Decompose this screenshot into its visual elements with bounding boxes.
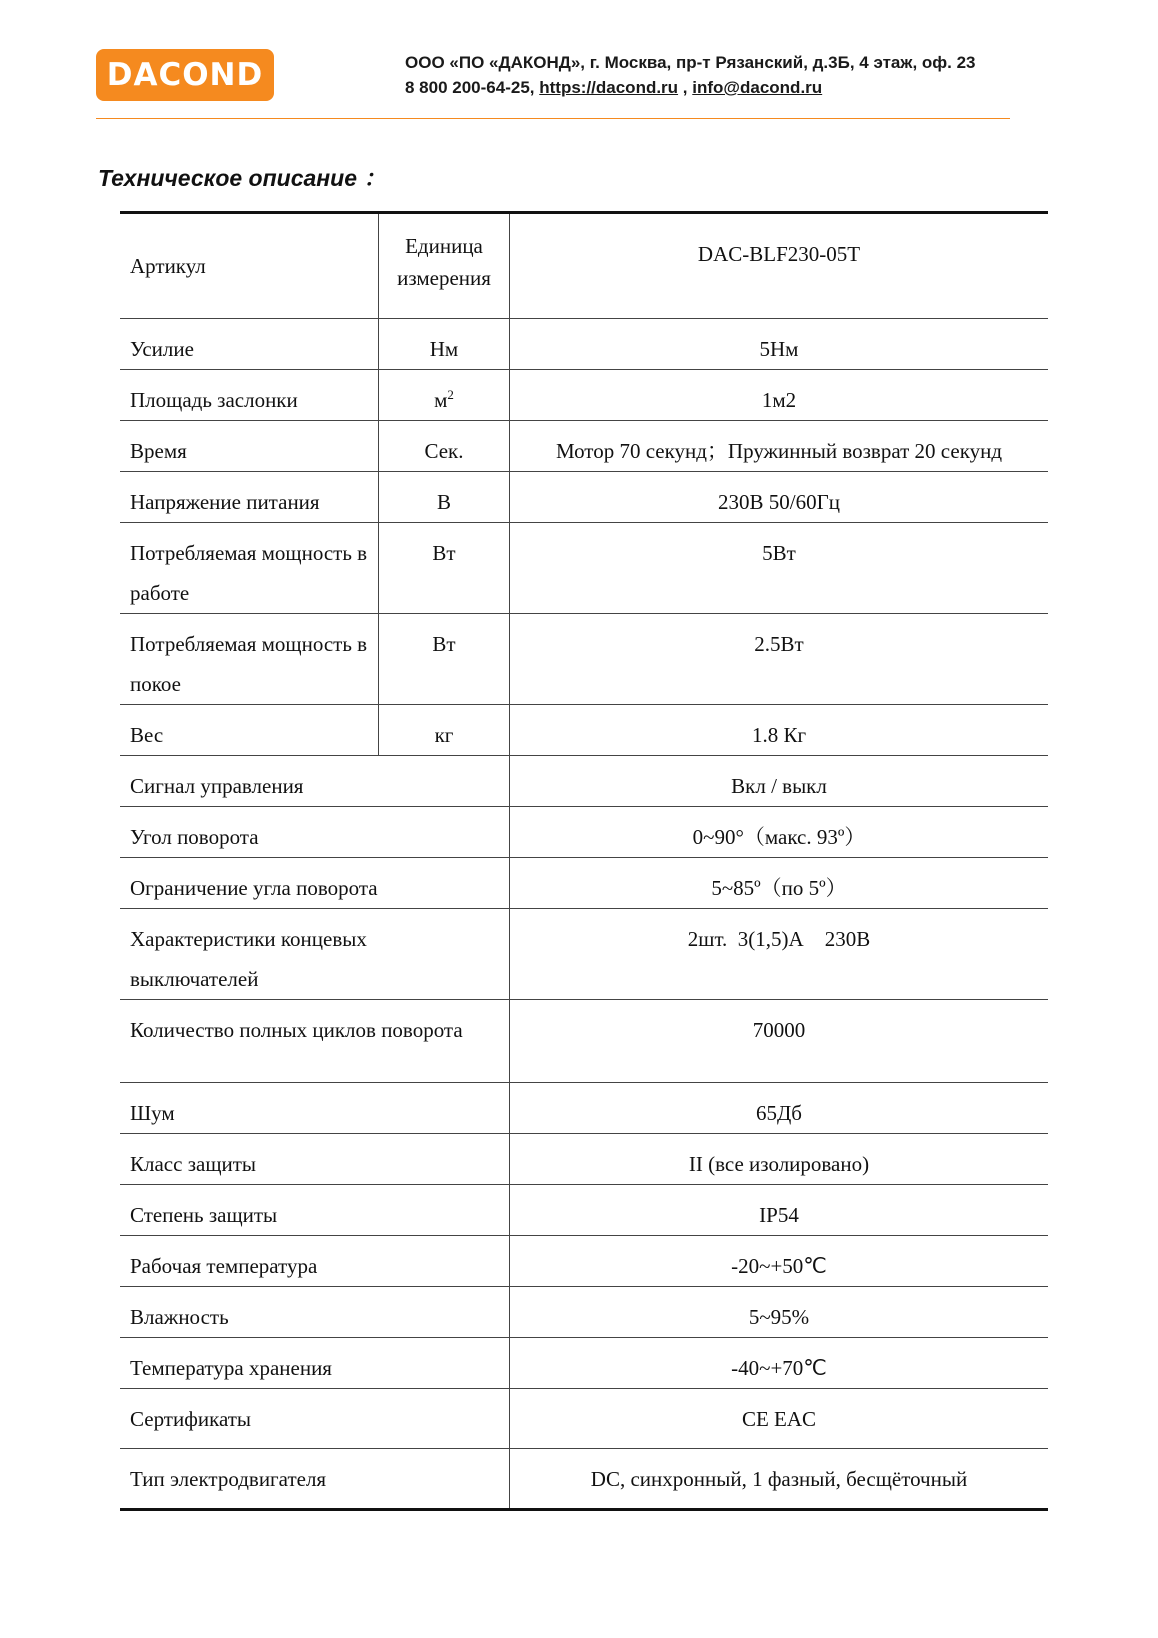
value-cell: 5~95% xyxy=(510,1287,1049,1338)
value-cell: 230В 50/60Гц xyxy=(510,472,1049,523)
table-row xyxy=(120,807,1048,858)
header-param-cell: Артикул xyxy=(120,213,379,319)
table-row xyxy=(120,1449,1048,1510)
contact-separator: , xyxy=(682,78,688,97)
value-cell: -20~+50℃ xyxy=(510,1236,1049,1287)
value-cell: 0~90°（макс. 93º） xyxy=(510,807,1049,858)
header-value-cell: DAC-BLF230-05T xyxy=(510,213,1049,319)
value-cell: 2шт. 3(1,5)А 230В xyxy=(510,909,1049,1000)
value-cell: 2.5Вт xyxy=(510,614,1049,705)
unit-header-line1: Единица xyxy=(405,234,483,258)
value-cell: 1м2 xyxy=(510,370,1049,421)
value-cell: 5~85º（по 5º） xyxy=(510,858,1049,909)
phone-number: 8 800 200-64-25, xyxy=(405,78,535,97)
param-cell: Влажность xyxy=(120,1287,510,1338)
table-row xyxy=(120,472,1048,523)
value-cell: 5Нм xyxy=(510,319,1049,370)
table-row xyxy=(120,756,1048,807)
value-cell: CE EAC xyxy=(510,1389,1049,1449)
param-cell: Потребляемая мощность в работе xyxy=(120,523,379,614)
param-cell: Потребляемая мощность в покое xyxy=(120,614,379,705)
param-cell: Сертификаты xyxy=(120,1389,510,1449)
unit-cell: кг xyxy=(379,705,510,756)
param-cell: Ограничение угла поворота xyxy=(120,858,510,909)
param-cell: Степень защиты xyxy=(120,1185,510,1236)
header-divider xyxy=(96,118,1010,119)
table-header-row xyxy=(120,213,1048,319)
table-row xyxy=(120,1236,1048,1287)
value-cell: 70000 xyxy=(510,1000,1049,1083)
email-link[interactable]: info@dacond.ru xyxy=(692,78,823,97)
param-cell: Время xyxy=(120,421,379,472)
value-cell: II (все изолировано) xyxy=(510,1134,1049,1185)
table-row xyxy=(120,523,1048,614)
company-address: ООО «ПО «ДАКОНД», г. Москва, пр-т Рязанский, д.3Б, 4 этаж, оф. 23 xyxy=(405,53,976,72)
spec-table xyxy=(120,211,1048,1511)
param-cell: Сигнал управления xyxy=(120,756,510,807)
table-row xyxy=(120,319,1048,370)
unit-header-line2: измерения xyxy=(397,266,491,290)
header-unit-cell xyxy=(379,213,510,319)
param-cell: Шум xyxy=(120,1083,510,1134)
value-cell: 65Дб xyxy=(510,1083,1049,1134)
param-cell: Рабочая температура xyxy=(120,1236,510,1287)
param-cell: Угол поворота xyxy=(120,807,510,858)
value-cell: Мотор 70 секунд；Пружинный возврат 20 секунд xyxy=(510,421,1049,472)
param-cell: Класс защиты xyxy=(120,1134,510,1185)
table-row xyxy=(120,1083,1048,1134)
param-cell: Температура хранения xyxy=(120,1338,510,1389)
company-header xyxy=(405,50,976,100)
unit-cell: Вт xyxy=(379,614,510,705)
table-row xyxy=(120,1389,1048,1449)
table-row xyxy=(120,858,1048,909)
unit-superscript: 2 xyxy=(447,387,454,402)
table-row xyxy=(120,1287,1048,1338)
website-link[interactable]: https://dacond.ru xyxy=(539,78,679,97)
table-row xyxy=(120,421,1048,472)
contact-line xyxy=(405,75,976,100)
unit-text: м xyxy=(434,388,448,412)
table-row xyxy=(120,705,1048,756)
table-row xyxy=(120,370,1048,421)
table-row xyxy=(120,1185,1048,1236)
unit-cell xyxy=(379,370,510,421)
param-cell: Напряжение питания xyxy=(120,472,379,523)
param-cell: Характеристики концевых выключателей xyxy=(120,909,510,1000)
param-cell: Вес xyxy=(120,705,379,756)
value-cell: 1.8 Кг xyxy=(510,705,1049,756)
table-row xyxy=(120,1338,1048,1389)
logo-text: DACOND xyxy=(106,57,264,93)
param-cell: Усилие xyxy=(120,319,379,370)
value-cell: DC, синхронный, 1 фазный, бесщёточный xyxy=(510,1449,1049,1510)
table-row xyxy=(120,909,1048,1000)
param-cell: Количество полных циклов поворота xyxy=(120,1000,510,1083)
value-cell: Вкл / выкл xyxy=(510,756,1049,807)
value-cell: -40~+70℃ xyxy=(510,1338,1049,1389)
unit-cell: В xyxy=(379,472,510,523)
value-cell: 5Вт xyxy=(510,523,1049,614)
table-row xyxy=(120,614,1048,705)
section-title: Техническое описание ： xyxy=(98,165,387,191)
unit-cell: Вт xyxy=(379,523,510,614)
value-cell: IP54 xyxy=(510,1185,1049,1236)
unit-cell: Нм xyxy=(379,319,510,370)
table-row xyxy=(120,1134,1048,1185)
param-cell: Тип электродвигателя xyxy=(120,1449,510,1510)
dacond-logo xyxy=(96,49,274,101)
param-cell: Площадь заслонки xyxy=(120,370,379,421)
table-row xyxy=(120,1000,1048,1083)
unit-cell: Сек. xyxy=(379,421,510,472)
